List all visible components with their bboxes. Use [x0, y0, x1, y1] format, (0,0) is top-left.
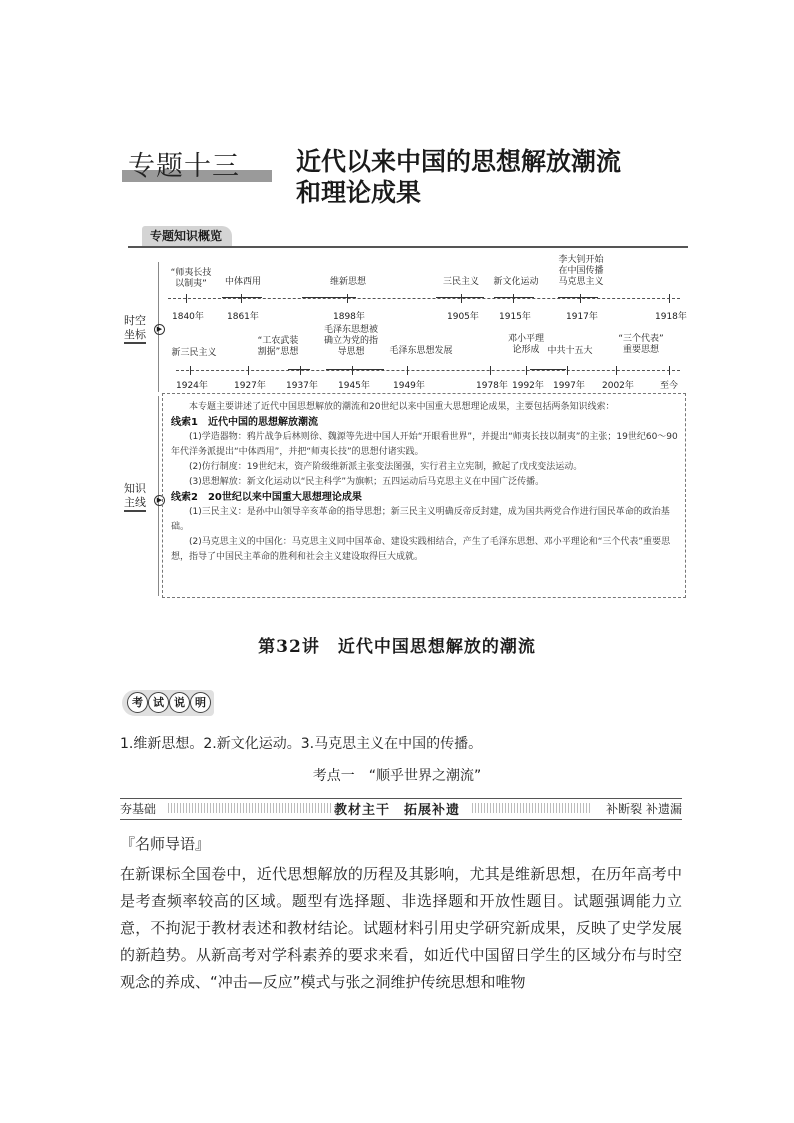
clue-1-item: (3)思想解放：新文化运动以“民主科学”为旗帜；五四运动后马克思主义在中国广泛传播。 — [189, 477, 545, 487]
timeline-tick — [580, 294, 581, 303]
clue-1-item: (2)仿行制度：19世纪末，资产阶级维新派主张变法图强，实行君主立宪制，掀起了戊戌变法运动。 — [189, 462, 583, 472]
teacher-guide-label: 『名师导语』 — [120, 835, 211, 853]
timeline-event: 新文化运动 — [493, 277, 539, 287]
timeline-tick — [567, 366, 568, 375]
knowledge-intro: 本专题主要讲述了近代中国思想解放的潮流和20世纪以来中国重大思想理论成果，主要包括两条知识线索： — [189, 402, 615, 412]
timeline-year: 1927年 — [234, 381, 266, 391]
timeline-tick — [300, 366, 301, 375]
timeline-tick — [669, 294, 670, 303]
arrow-icon: ▶ — [154, 495, 165, 506]
timeline-event: 李大钊开始 在中国传播 马克思主义 — [558, 255, 604, 287]
timeline-year: 至今 — [660, 381, 679, 391]
timeline-year: 1937年 — [286, 381, 318, 391]
timeline-event: “工农武装 割据”思想 — [257, 336, 299, 357]
overview-rule — [128, 246, 688, 248]
timeline-year: 1915年 — [499, 312, 531, 322]
timeline-tick — [248, 366, 249, 375]
arrow-icon: ▶ — [154, 324, 165, 335]
timeline-event: 维新思想 — [329, 277, 366, 287]
clue-2-item: (2)马克思主义的中国化：马克思主义同中国革命、建设实践相结合，产生了毛泽东思想、邓小平理论和“三个代表”重要思想，指导了中国民主革命的胜利和社会主义建设取得巨大成就。 — [171, 537, 671, 562]
title-line-2: 和理论成果 — [296, 178, 422, 207]
topic-label: 专题十三 — [128, 151, 240, 182]
timeline-event: 新三民主义 — [171, 348, 217, 358]
exam-badge: 考 — [127, 692, 148, 713]
timeline-tick — [616, 366, 617, 375]
timeline-event: 邓小平理 论形成 — [507, 334, 544, 355]
timeline-event: 毛泽东思想被 确立为党的指 导思想 — [323, 325, 378, 357]
exam-items: 1.维新思想。2.新文化运动。3.马克思主义在中国的传播。 — [120, 736, 483, 752]
exam-badge: 明 — [190, 692, 211, 713]
timeline-tick — [407, 366, 408, 375]
timeline-event: 中体西用 — [224, 277, 261, 287]
timeline-event: “三个代表” 重要思想 — [618, 334, 664, 355]
exam-badge: 说 — [169, 692, 190, 713]
band-center-label: 教材主干 拓展补遗 — [333, 803, 460, 818]
timeline-tick — [347, 294, 348, 303]
overview-tab: 专题知识概览 — [142, 226, 232, 246]
clue-1-title: 线索1 近代中国的思想解放潮流 — [171, 417, 318, 428]
timeline-year: 1905年 — [447, 312, 479, 322]
timeline-event: 中共十五大 — [547, 346, 593, 356]
timeline-year: 1978年 — [476, 381, 508, 391]
timeline-year: 1924年 — [176, 381, 208, 391]
timeline-year: 1918年 — [655, 312, 687, 322]
timeline-year: 1949年 — [393, 381, 425, 391]
title-line-1: 近代以来中国的思想解放潮流 — [296, 147, 622, 176]
timeline-year: 1861年 — [227, 312, 259, 322]
timeline-year: 1917年 — [566, 312, 598, 322]
timeline-year: 1997年 — [553, 381, 585, 391]
timeline-year: 2002年 — [602, 381, 634, 391]
exam-badge: 试 — [148, 692, 169, 713]
clue-2-title: 线索2 20世纪以来中国重大思想理论成果 — [171, 492, 362, 503]
timeline-axis — [176, 370, 680, 371]
band-right-label: 补断裂 补遗漏 — [606, 802, 682, 816]
timeline-tick — [669, 366, 670, 375]
clue-2-item: (1)三民主义：是孙中山领导辛亥革命的指导思想；新三民主义明确反帝反封建，成为国共两党合作进行国民革命的政治基础。 — [171, 507, 670, 532]
timeline-year: 1898年 — [333, 312, 365, 322]
timeline-tick — [190, 366, 191, 375]
timeline-event: 三民主义 — [442, 277, 479, 287]
lecture-title: 第32讲 近代中国思想解放的潮流 — [258, 637, 536, 657]
timeline-tick — [352, 366, 353, 375]
timeline-tick — [490, 366, 491, 375]
teacher-guide-text: 在新课标全国卷中，近代思想解放的历程及其影响，尤其是维新思想，在历年高考中是考查频率较高的区域。题型有选择题、非选择题和开放性题目。试题强调能力立意，不拘泥于教材表述和教材结论。试题材料引用史学研究新成果，反映了史学发展的新趋势。从新高考对学科素养的要求来看，如近代中国留日学生的区域分布与时空观念的养成、“冲击—反应”模式与张之洞维护传统思想和唯物 — [120, 865, 682, 991]
timeline-year: 1840年 — [172, 312, 204, 322]
timeline-axis — [168, 298, 680, 299]
timeline-year: 1945年 — [338, 381, 370, 391]
band-left-label: 夯基础 — [120, 802, 157, 816]
page-title — [296, 146, 621, 208]
timeline-tick — [186, 294, 187, 303]
side-label-mainline: 知识 主线 — [124, 482, 146, 512]
timeline-tick — [526, 366, 527, 375]
timeline-event: 毛泽东思想发展 — [389, 346, 453, 356]
timeline-tick — [461, 294, 462, 303]
knowledge-box — [162, 393, 686, 598]
side-label-timeline: 时空 坐标 — [124, 314, 146, 344]
kaodian-title: 考点一 “顺乎世界之潮流” — [312, 768, 482, 784]
timeline-tick — [513, 294, 514, 303]
timeline-event: “师夷长技 以制夷” — [170, 268, 212, 289]
timeline-year: 1992年 — [512, 381, 544, 391]
timeline-tick — [241, 294, 242, 303]
clue-1-item: (1)学造器物：鸦片战争后林则徐、魏源等先进中国人开始“开眼看世界”，并提出“师夷长技以制夷”的主张；19世纪60～90年代洋务派提出“中体西用”，并把“师夷长技”的思想付诸实践。 — [171, 432, 678, 457]
